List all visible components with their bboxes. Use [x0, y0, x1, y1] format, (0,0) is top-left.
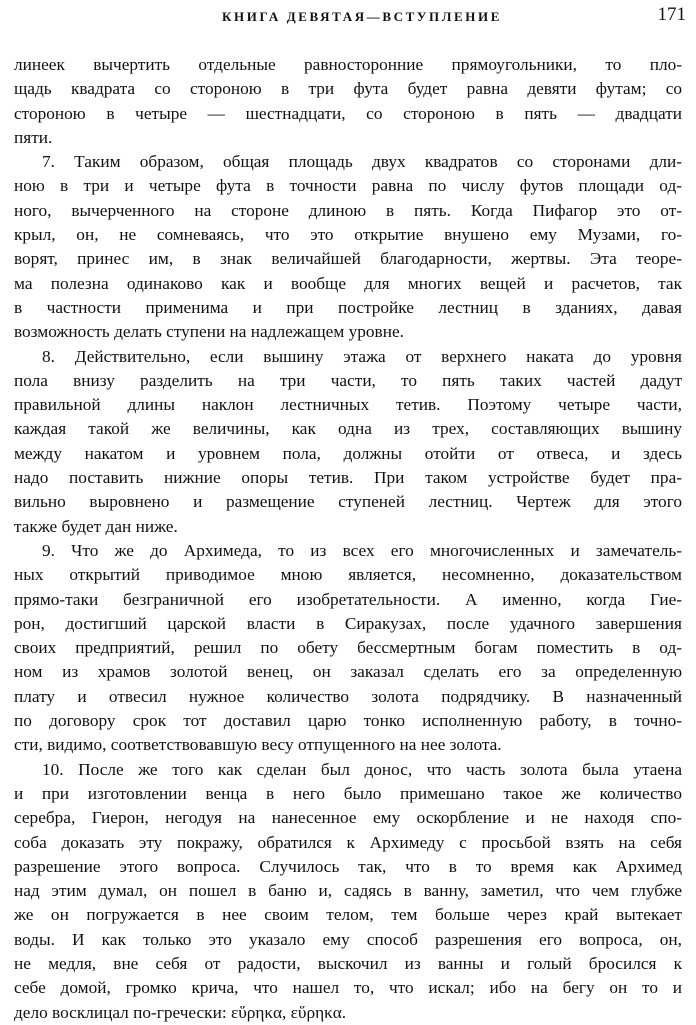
- paragraph-continuation: [14, 53, 682, 150]
- body-text: [14, 53, 682, 1025]
- text-line: ворят, принес им, в знак величайшей благодарности, жертвы. Эта теоре-: [14, 249, 682, 269]
- text-line: надо поставить нижние опоры тетив. При таком устройстве будет пра-: [14, 468, 682, 488]
- text-line: ного, вычерченного на стороне длиною в пять. Когда Пифагор это от-: [14, 200, 682, 220]
- text-line: дело восклицал по-гречески: εὕρηκα, εὕρηκα.: [14, 1002, 347, 1022]
- text-line: ма полезна одинаково как и вообще для многих вещей и расчетов, так: [14, 273, 682, 293]
- text-line: крыл, он, не сомневаясь, что это открытие внушено ему Музами, го-: [14, 225, 682, 245]
- text-line: щадь квадрата со стороною в три фута будет равна девяти футам; со: [14, 79, 682, 99]
- text-line: также будет дан ниже.: [14, 516, 178, 536]
- text-line: в частности применима и при постройке лестниц в зданиях, давая: [14, 297, 682, 317]
- text-line: по договору срок тот доставил царю тонко исполненную работу, в точно-: [14, 711, 682, 731]
- text-line: линеек вычертить отдельные равносторонние прямоугольники, то пло-: [14, 55, 682, 74]
- text-line: ном из храмов золотой венец, он заказал сделать его за определенную: [14, 662, 682, 682]
- text-line: воды. И как только это указало ему способ разрешения его вопроса, он,: [14, 929, 682, 949]
- text-line: возможность делать ступени на надлежащем уровне.: [14, 322, 404, 342]
- text-line: пяти.: [14, 127, 53, 147]
- text-line: прямо-таки безграничной его изобретательности. А именно, когда Гие-: [14, 589, 682, 609]
- text-line: не медля, вне себя от радости, выскочил из ванны и голый бросился к: [14, 953, 682, 973]
- text-line: ных открытий приводимое мною является, несомненно, доказательством: [14, 565, 682, 585]
- text-line: плату и отвесил нужное количество золота подрядчику. В назначенный: [14, 686, 682, 706]
- text-line: ною в три и четыре фута в точности равна по числу футов площади од-: [14, 176, 682, 196]
- text-line: своих предприятий, решил по обету бессмертным богам поместить в од-: [14, 638, 682, 658]
- paragraph-9: [14, 539, 682, 758]
- text-line: сти, видимо, соответствовавшую весу отпущенного на нее золота.: [14, 735, 502, 755]
- paragraph-8: [14, 345, 682, 539]
- running-head: КНИГА ДЕВЯТАЯ—ВСТУПЛЕНИЕ: [222, 9, 503, 24]
- text-line: между накатом и уровнем пола, должны отойти от отвеса, и здесь: [14, 443, 682, 463]
- text-line: серебра, Гиерон, негодуя на нанесенное ему оскорбление и не находя спо-: [14, 808, 682, 828]
- paragraph-7: [14, 150, 682, 344]
- text-line: над этим думал, он пошел в баню и, садясь в ванну, заметил, что чем глубже: [14, 881, 682, 901]
- text-line: вильно выровнено и размещение ступеней лестниц. Чертеж для этого: [14, 492, 682, 512]
- text-line: 8. Действительно, если вышину этажа от верхнего наката до уровня: [42, 346, 682, 366]
- page-number: 171: [657, 4, 686, 25]
- page-header: [0, 4, 696, 32]
- text-line: же он погружается в нее своим телом, тем больше через край вытекает: [14, 905, 682, 925]
- text-line: 10. После же того как сделан был донос, что часть золота была утаена: [42, 759, 682, 779]
- text-line: 7. Таким образом, общая площадь двух квадратов со сторонами дли-: [42, 152, 682, 172]
- text-line: соба доказать эту покражу, обратился к Архимеду с просьбой взять на себя: [14, 832, 682, 852]
- text-line: рон, достигший царской власти в Сиракузах, после удачного завершения: [14, 613, 682, 633]
- text-line: стороною в четыре — шестнадцати, со стороною в пять — двадцати: [14, 103, 682, 123]
- paragraph-10: [14, 758, 682, 1025]
- text-line: пола внизу разделить на три части, то пять таких частей дадут: [14, 370, 682, 390]
- text-line: разрешение этого вопроса. Случилось так, что в то время как Архимед: [14, 856, 682, 876]
- text-line: и при изготовлении венца в него было примешано такое же количество: [14, 783, 682, 803]
- text-line: каждая такой же величины, как одна из трех, составляющих вышину: [14, 419, 682, 439]
- text-line: 9. Что же до Архимеда, то из всех его многочисленных и замечатель-: [42, 540, 682, 560]
- text-line: правильной длины наклон лестничных тетив. Поэтому четыре части,: [14, 395, 682, 415]
- text-line: себе домой, громко крича, что нашел то, что искал; ибо на бегу он то и: [14, 978, 682, 998]
